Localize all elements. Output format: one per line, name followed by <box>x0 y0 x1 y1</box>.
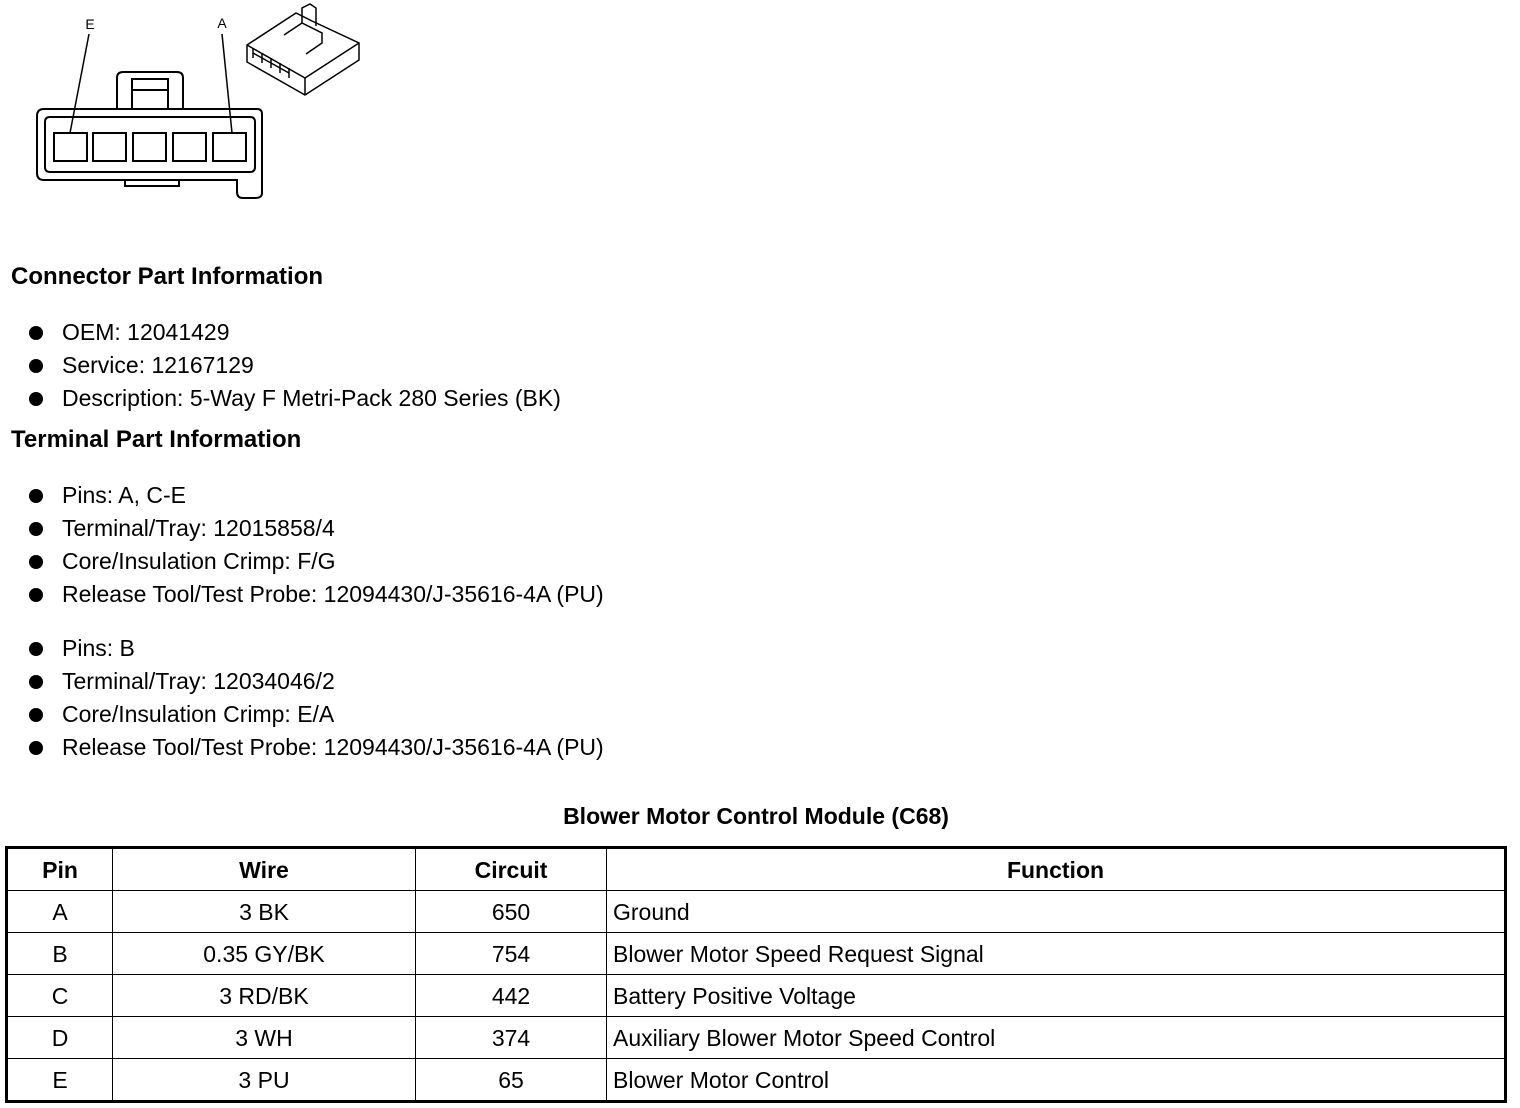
cell-pin: D <box>7 1017 113 1059</box>
bullet-icon <box>29 642 43 656</box>
cell-pin: C <box>7 975 113 1017</box>
bullet-icon <box>29 741 43 755</box>
list-item-text: Release Tool/Test Probe: 12094430/J-35616-4A (PU) <box>62 734 604 760</box>
list-item <box>28 479 604 512</box>
cell-function: Auxiliary Blower Motor Speed Control <box>607 1017 1506 1059</box>
header-circuit: Circuit <box>416 848 607 891</box>
cell-circuit: 650 <box>416 891 607 933</box>
list-item-text: Service: 12167129 <box>62 352 254 378</box>
bullet-icon <box>29 708 43 722</box>
cell-wire: 3 BK <box>113 891 416 933</box>
cell-function: Blower Motor Control <box>607 1059 1506 1102</box>
bullet-icon <box>29 555 43 569</box>
terminal-group-1-list <box>28 479 604 611</box>
cell-pin: B <box>7 933 113 975</box>
bullet-icon <box>29 326 43 340</box>
list-item <box>28 665 604 698</box>
cell-function: Blower Motor Speed Request Signal <box>607 933 1506 975</box>
list-item <box>28 382 561 415</box>
cell-circuit: 442 <box>416 975 607 1017</box>
bullet-icon <box>29 675 43 689</box>
list-item-text: Description: 5-Way F Metri-Pack 280 Series (BK) <box>62 385 561 411</box>
cell-function: Ground <box>607 891 1506 933</box>
cell-function: Battery Positive Voltage <box>607 975 1506 1017</box>
bullet-icon <box>29 392 43 406</box>
bullet-icon <box>29 359 43 373</box>
list-item <box>28 731 604 764</box>
header-wire: Wire <box>113 848 416 891</box>
list-item <box>28 545 604 578</box>
table-row <box>7 1017 1506 1059</box>
table-row <box>7 1059 1506 1102</box>
cell-circuit: 754 <box>416 933 607 975</box>
pin-a-leader <box>222 34 232 133</box>
pin-table <box>5 846 1507 1103</box>
list-item-text: Release Tool/Test Probe: 12094430/J-35616-4A (PU) <box>62 581 604 607</box>
list-item-text: Pins: B <box>62 635 135 661</box>
connector-part-info-list <box>28 316 561 415</box>
cell-pin: A <box>7 891 113 933</box>
connector-part-info-title: Connector Part Information <box>11 263 324 290</box>
bullet-icon <box>29 489 43 503</box>
cell-pin: E <box>7 1059 113 1102</box>
list-item-text: Pins: A, C-E <box>62 482 186 508</box>
list-item-text: Terminal/Tray: 12015858/4 <box>62 515 335 541</box>
list-item-text: Core/Insulation Crimp: F/G <box>62 548 336 574</box>
table-header-row <box>7 848 1506 891</box>
bullet-icon <box>29 588 43 602</box>
list-item-text: Terminal/Tray: 12034046/2 <box>62 668 335 694</box>
pin-table-title: Blower Motor Control Module (C68) <box>563 803 949 829</box>
pin-e-leader <box>70 34 89 133</box>
pin-a-label: A <box>217 15 227 31</box>
list-item <box>28 632 604 665</box>
list-item <box>28 349 561 382</box>
cell-wire: 3 WH <box>113 1017 416 1059</box>
header-pin: Pin <box>7 848 113 891</box>
cell-circuit: 374 <box>416 1017 607 1059</box>
table-row <box>7 933 1506 975</box>
table-row <box>7 891 1506 933</box>
list-item <box>28 698 604 731</box>
connector-diagram <box>0 0 380 210</box>
list-item <box>28 512 604 545</box>
header-function: Function <box>607 848 1506 891</box>
cell-wire: 3 PU <box>113 1059 416 1102</box>
list-item <box>28 578 604 611</box>
cell-wire: 3 RD/BK <box>113 975 416 1017</box>
list-item-text: Core/Insulation Crimp: E/A <box>62 701 335 727</box>
pin-e-label: E <box>85 16 95 32</box>
bullet-icon <box>29 522 43 536</box>
list-item <box>28 316 561 349</box>
cell-wire: 0.35 GY/BK <box>113 933 416 975</box>
terminal-part-info-title: Terminal Part Information <box>11 426 302 453</box>
terminal-group-2-list <box>28 632 604 764</box>
table-row <box>7 975 1506 1017</box>
cell-circuit: 65 <box>416 1059 607 1102</box>
list-item-text: OEM: 12041429 <box>62 319 230 345</box>
connector-isometric-view <box>247 4 359 95</box>
